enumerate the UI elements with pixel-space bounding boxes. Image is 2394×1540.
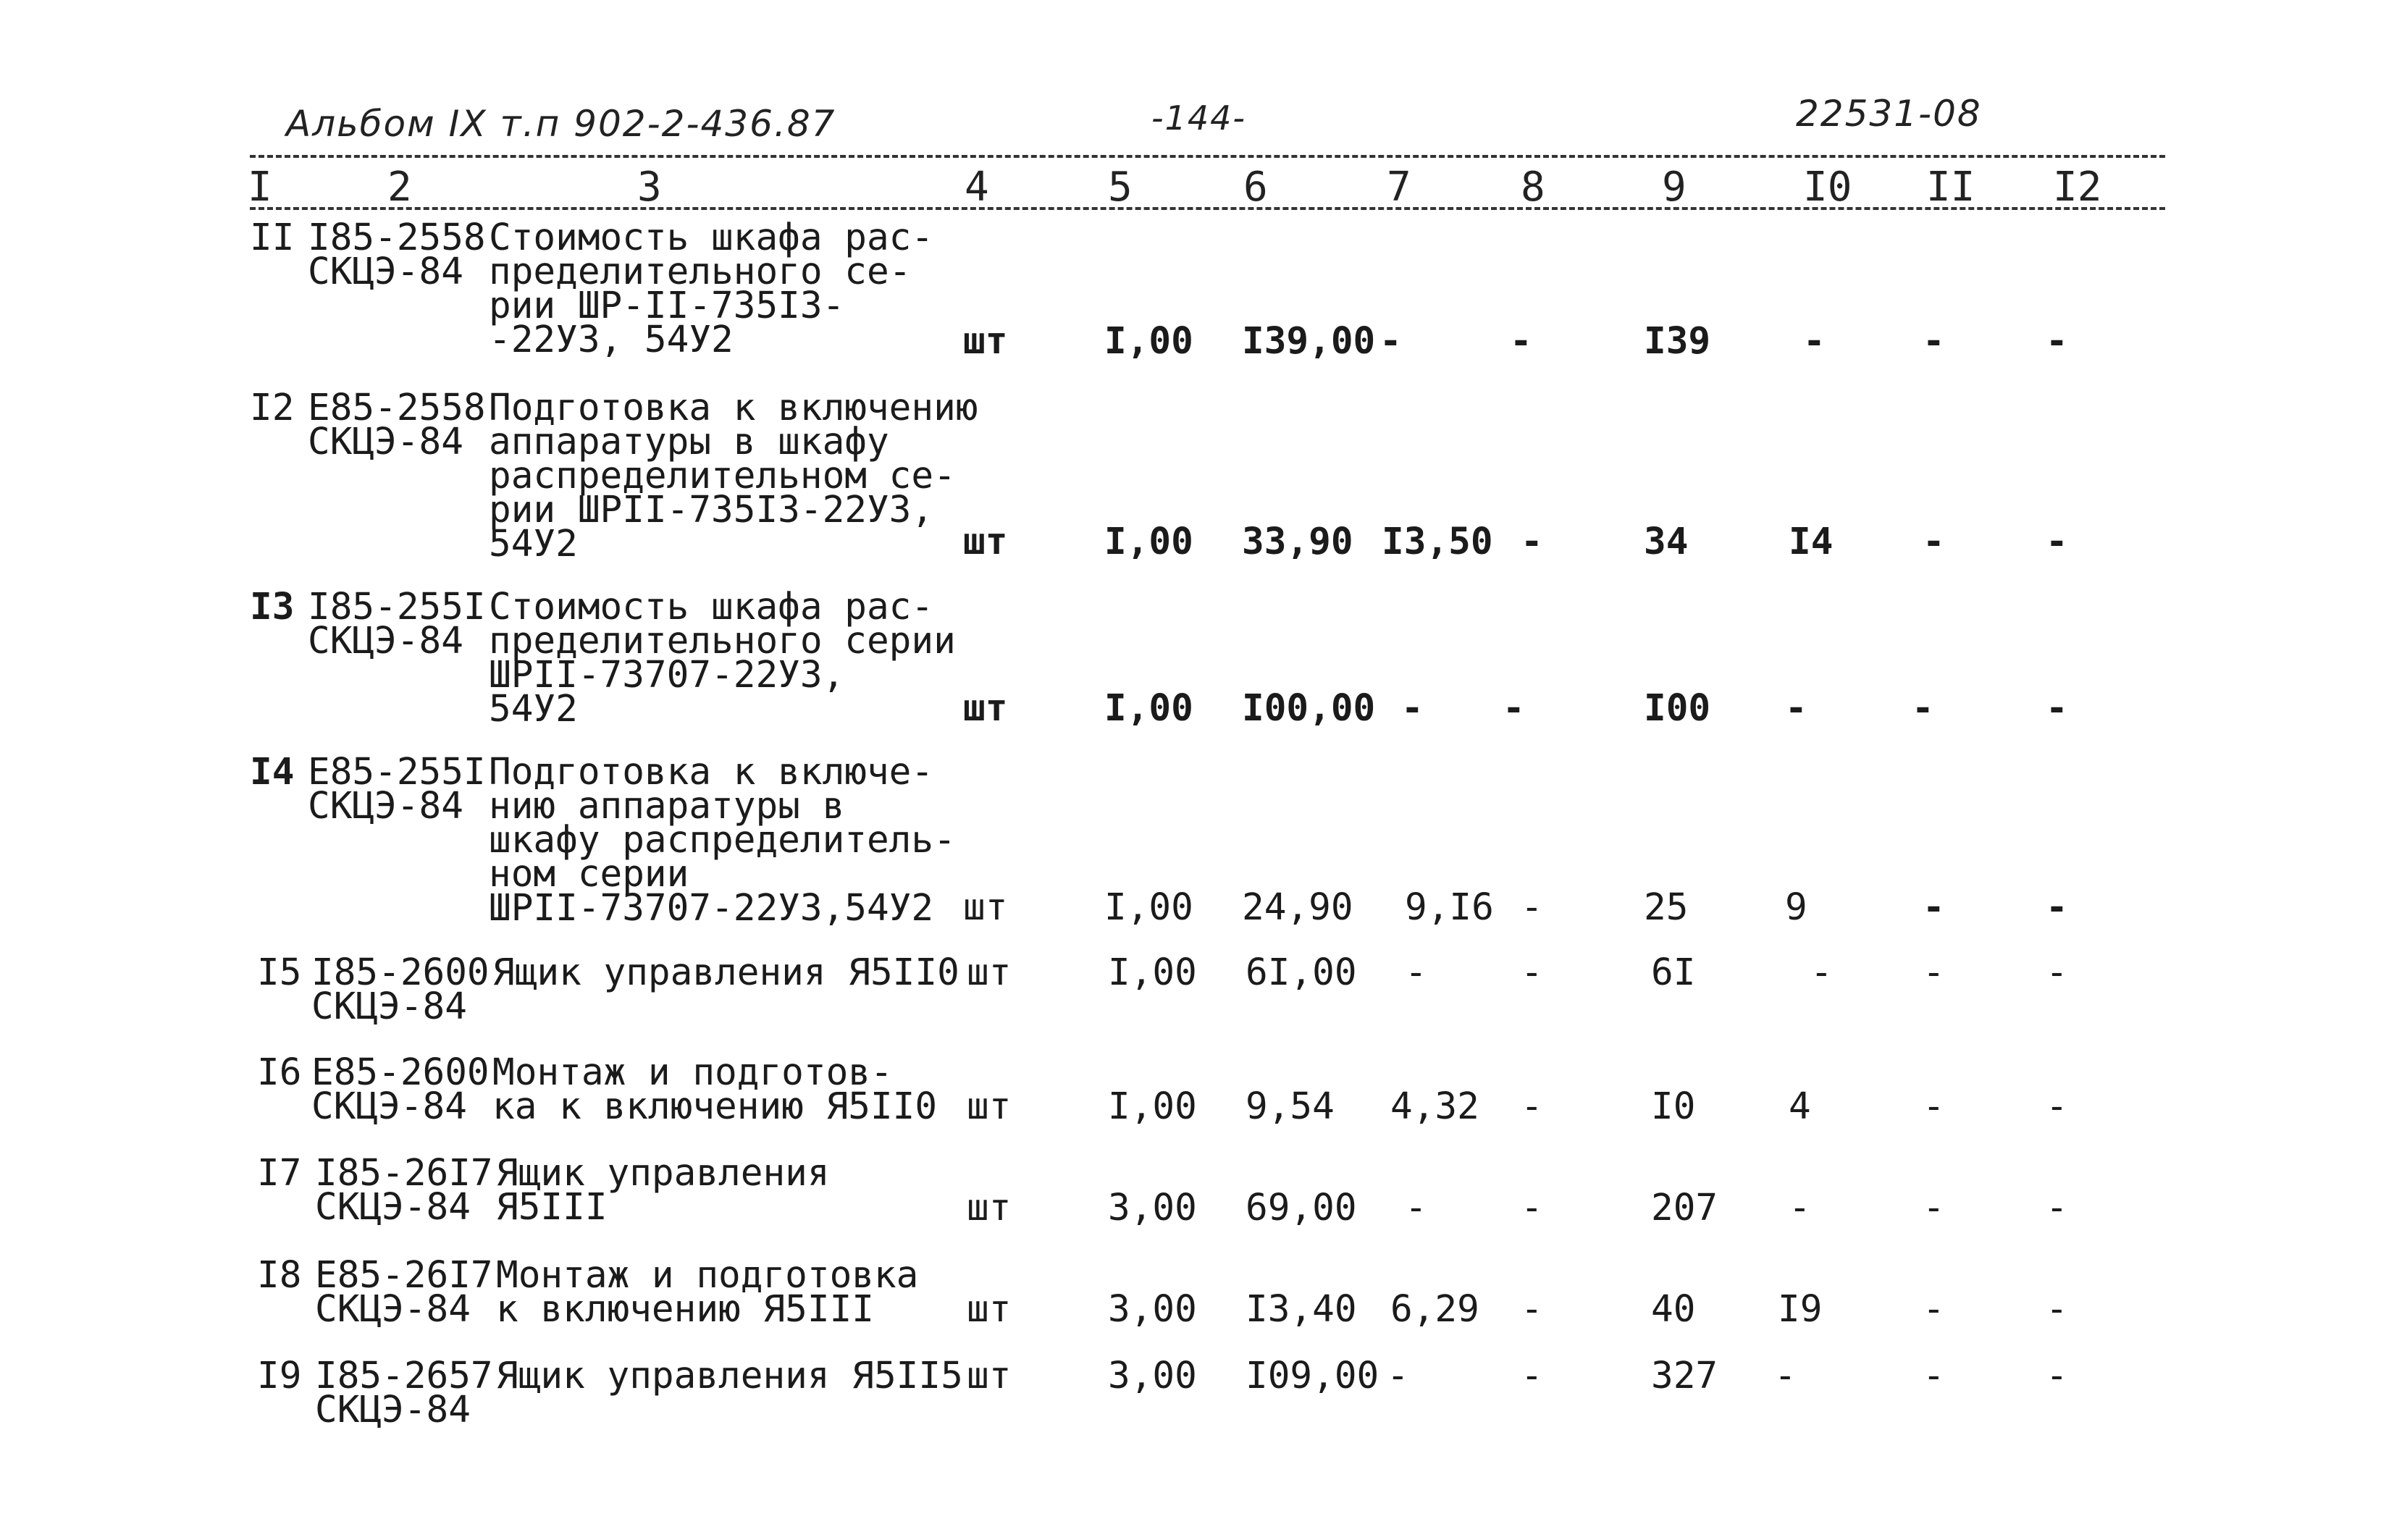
row-col8: - (1521, 951, 1543, 994)
row-number: I6 (257, 1051, 302, 1094)
row-unit-price: I09,00 (1246, 1355, 1379, 1397)
row-unit: шт (963, 320, 1008, 363)
row-col7: 9,I6 (1405, 886, 1494, 929)
row-col12: - (2046, 886, 2068, 929)
row-quantity: I,00 (1104, 886, 1193, 929)
column-header: 7 (1387, 164, 1411, 211)
row-number: I7 (257, 1152, 302, 1195)
column-header: 3 (637, 164, 662, 211)
row-description: Монтаж и подготовка к включению Я5III (496, 1254, 919, 1331)
row-col8: - (1521, 1187, 1543, 1229)
row-code: I85-2600 СКЦЭ-84 (311, 951, 490, 1028)
row-quantity: I,00 (1108, 951, 1197, 994)
row-unit: шт (963, 687, 1008, 730)
page-number: -144- (1151, 98, 1246, 138)
row-code: I85-2657 СКЦЭ-84 (315, 1355, 493, 1431)
row-col12: - (2046, 1288, 2068, 1331)
row-col8: - (1521, 1288, 1543, 1331)
column-header: 9 (1662, 164, 1687, 211)
column-header: I2 (2053, 164, 2102, 211)
row-number: II (250, 216, 295, 259)
row-col12: - (2046, 1187, 2068, 1229)
row-col7: 6,29 (1390, 1288, 1479, 1331)
album-reference: Альбом IX т.п 902-2-436.87 (286, 103, 836, 145)
row-quantity: I,00 (1104, 687, 1193, 730)
row-col9: I0 (1651, 1085, 1696, 1128)
row-description: Ящик управления Я5III (496, 1152, 830, 1229)
row-unit-price: 69,00 (1246, 1187, 1357, 1229)
row-col8: - (1521, 521, 1543, 563)
row-unit-price: 9,54 (1246, 1085, 1335, 1128)
column-header: 8 (1521, 164, 1545, 211)
row-col12: - (2046, 320, 2068, 363)
row-col9: 40 (1651, 1288, 1696, 1331)
column-header: 4 (965, 164, 989, 211)
row-col12: - (2046, 687, 2068, 730)
row-description: Ящик управления Я5II0 (492, 951, 959, 994)
column-header: 6 (1243, 164, 1268, 211)
row-col8: - (1521, 886, 1543, 929)
row-description: Монтаж и подготов- ка к включению Я5II0 (492, 1051, 938, 1128)
row-code: Е85-2558 СКЦЭ-84 (308, 387, 486, 463)
row-description: Стоимость шкафа рас- пределительного се- рии ШР-II-735I3- -22У3, 54У2 (489, 216, 934, 361)
row-col9: 25 (1644, 886, 1689, 929)
row-col9: 327 (1651, 1355, 1718, 1397)
row-col10: I9 (1778, 1288, 1823, 1331)
row-col9: I00 (1644, 687, 1711, 730)
row-unit-price: I3,40 (1246, 1288, 1357, 1331)
row-code: Е85-255I СКЦЭ-84 (308, 751, 486, 828)
row-col11: - (1923, 1355, 1945, 1397)
row-col10: - (1803, 320, 1826, 363)
row-number: I3 (250, 586, 295, 628)
row-number: I2 (250, 387, 295, 429)
row-col9: I39 (1644, 320, 1711, 363)
column-header: II (1926, 164, 1975, 211)
row-col11: - (1923, 1187, 1945, 1229)
row-col10: - (1785, 687, 1807, 730)
row-col12: - (2046, 1085, 2068, 1128)
column-header: I (248, 164, 272, 211)
row-unit: шт (963, 886, 1008, 929)
row-quantity: 3,00 (1108, 1187, 1197, 1229)
row-quantity: 3,00 (1108, 1288, 1197, 1331)
row-unit: шт (967, 951, 1012, 994)
row-col8: - (1510, 320, 1532, 363)
row-description: Ящик управления Я5II5 (496, 1355, 963, 1397)
row-col12: - (2046, 1355, 2068, 1397)
column-header: 5 (1108, 164, 1133, 211)
row-col8: - (1503, 687, 1525, 730)
row-col11: - (1923, 1085, 1945, 1128)
row-code: I85-2558 СКЦЭ-84 (308, 216, 486, 293)
row-code: Е85-2600 СКЦЭ-84 (311, 1051, 490, 1128)
row-unit: шт (967, 1085, 1012, 1128)
row-col8: - (1521, 1355, 1543, 1397)
row-col7: - (1405, 951, 1427, 994)
row-description: Подготовка к включению аппаратуры в шкафу распределительном се- рии ШРII-735I3-22У3, 54У2 (489, 387, 978, 565)
header-rule-top (250, 155, 2165, 158)
header-rule-bottom (250, 207, 2165, 210)
row-col10: - (1810, 951, 1833, 994)
row-unit-price: 6I,00 (1246, 951, 1357, 994)
row-code: I85-26I7 СКЦЭ-84 (315, 1152, 493, 1229)
row-code: Е85-26I7 СКЦЭ-84 (315, 1254, 493, 1331)
row-col10: - (1789, 1187, 1811, 1229)
row-unit-price: 33,90 (1242, 521, 1353, 563)
row-col11: - (1923, 1288, 1945, 1331)
row-col9: 34 (1644, 521, 1689, 563)
row-code: I85-255I СКЦЭ-84 (308, 586, 486, 662)
row-number: I9 (257, 1355, 302, 1397)
row-col12: - (2046, 521, 2068, 563)
column-header: 2 (387, 164, 412, 211)
row-number: I8 (257, 1254, 302, 1297)
row-unit-price: I00,00 (1242, 687, 1376, 730)
row-col9: 207 (1651, 1187, 1718, 1229)
row-col10: I4 (1789, 521, 1834, 563)
row-col11: - (1923, 320, 1945, 363)
row-unit: шт (967, 1288, 1012, 1331)
row-col11: - (1912, 687, 1934, 730)
row-col9: 6I (1651, 951, 1696, 994)
row-col12: - (2046, 951, 2068, 994)
row-unit: шт (967, 1187, 1012, 1229)
row-col7: - (1405, 1187, 1427, 1229)
row-col10: 4 (1789, 1085, 1811, 1128)
row-col11: - (1923, 951, 1945, 994)
row-col7: 4,32 (1390, 1085, 1479, 1128)
row-unit-price: 24,90 (1242, 886, 1353, 929)
row-col7: I3,50 (1382, 521, 1493, 563)
row-unit-price: I39,00 (1242, 320, 1376, 363)
row-col11: - (1923, 521, 1945, 563)
row-col10: 9 (1785, 886, 1807, 929)
row-col8: - (1521, 1085, 1543, 1128)
row-number: I5 (257, 951, 302, 994)
row-col11: - (1923, 886, 1945, 929)
row-number: I4 (250, 751, 295, 794)
row-quantity: I,00 (1108, 1085, 1197, 1128)
row-description: Подготовка к включе- нию аппаратуры в шкафу распределитель- ном серии ШРII-73707-22У3,54У2 (489, 751, 956, 930)
column-header: I0 (1803, 164, 1852, 211)
row-col7: - (1387, 1355, 1409, 1397)
row-col7: - (1379, 320, 1402, 363)
row-quantity: 3,00 (1108, 1355, 1197, 1397)
document-code: 22531-08 (1796, 93, 1982, 135)
row-col7: - (1401, 687, 1424, 730)
row-quantity: I,00 (1104, 320, 1193, 363)
row-quantity: I,00 (1104, 521, 1193, 563)
row-unit: шт (967, 1355, 1012, 1397)
row-description: Стоимость шкафа рас- пределительного серии ШРII-73707-22У3, 54У2 (489, 586, 956, 731)
row-col10: - (1774, 1355, 1797, 1397)
row-unit: шт (963, 521, 1008, 563)
